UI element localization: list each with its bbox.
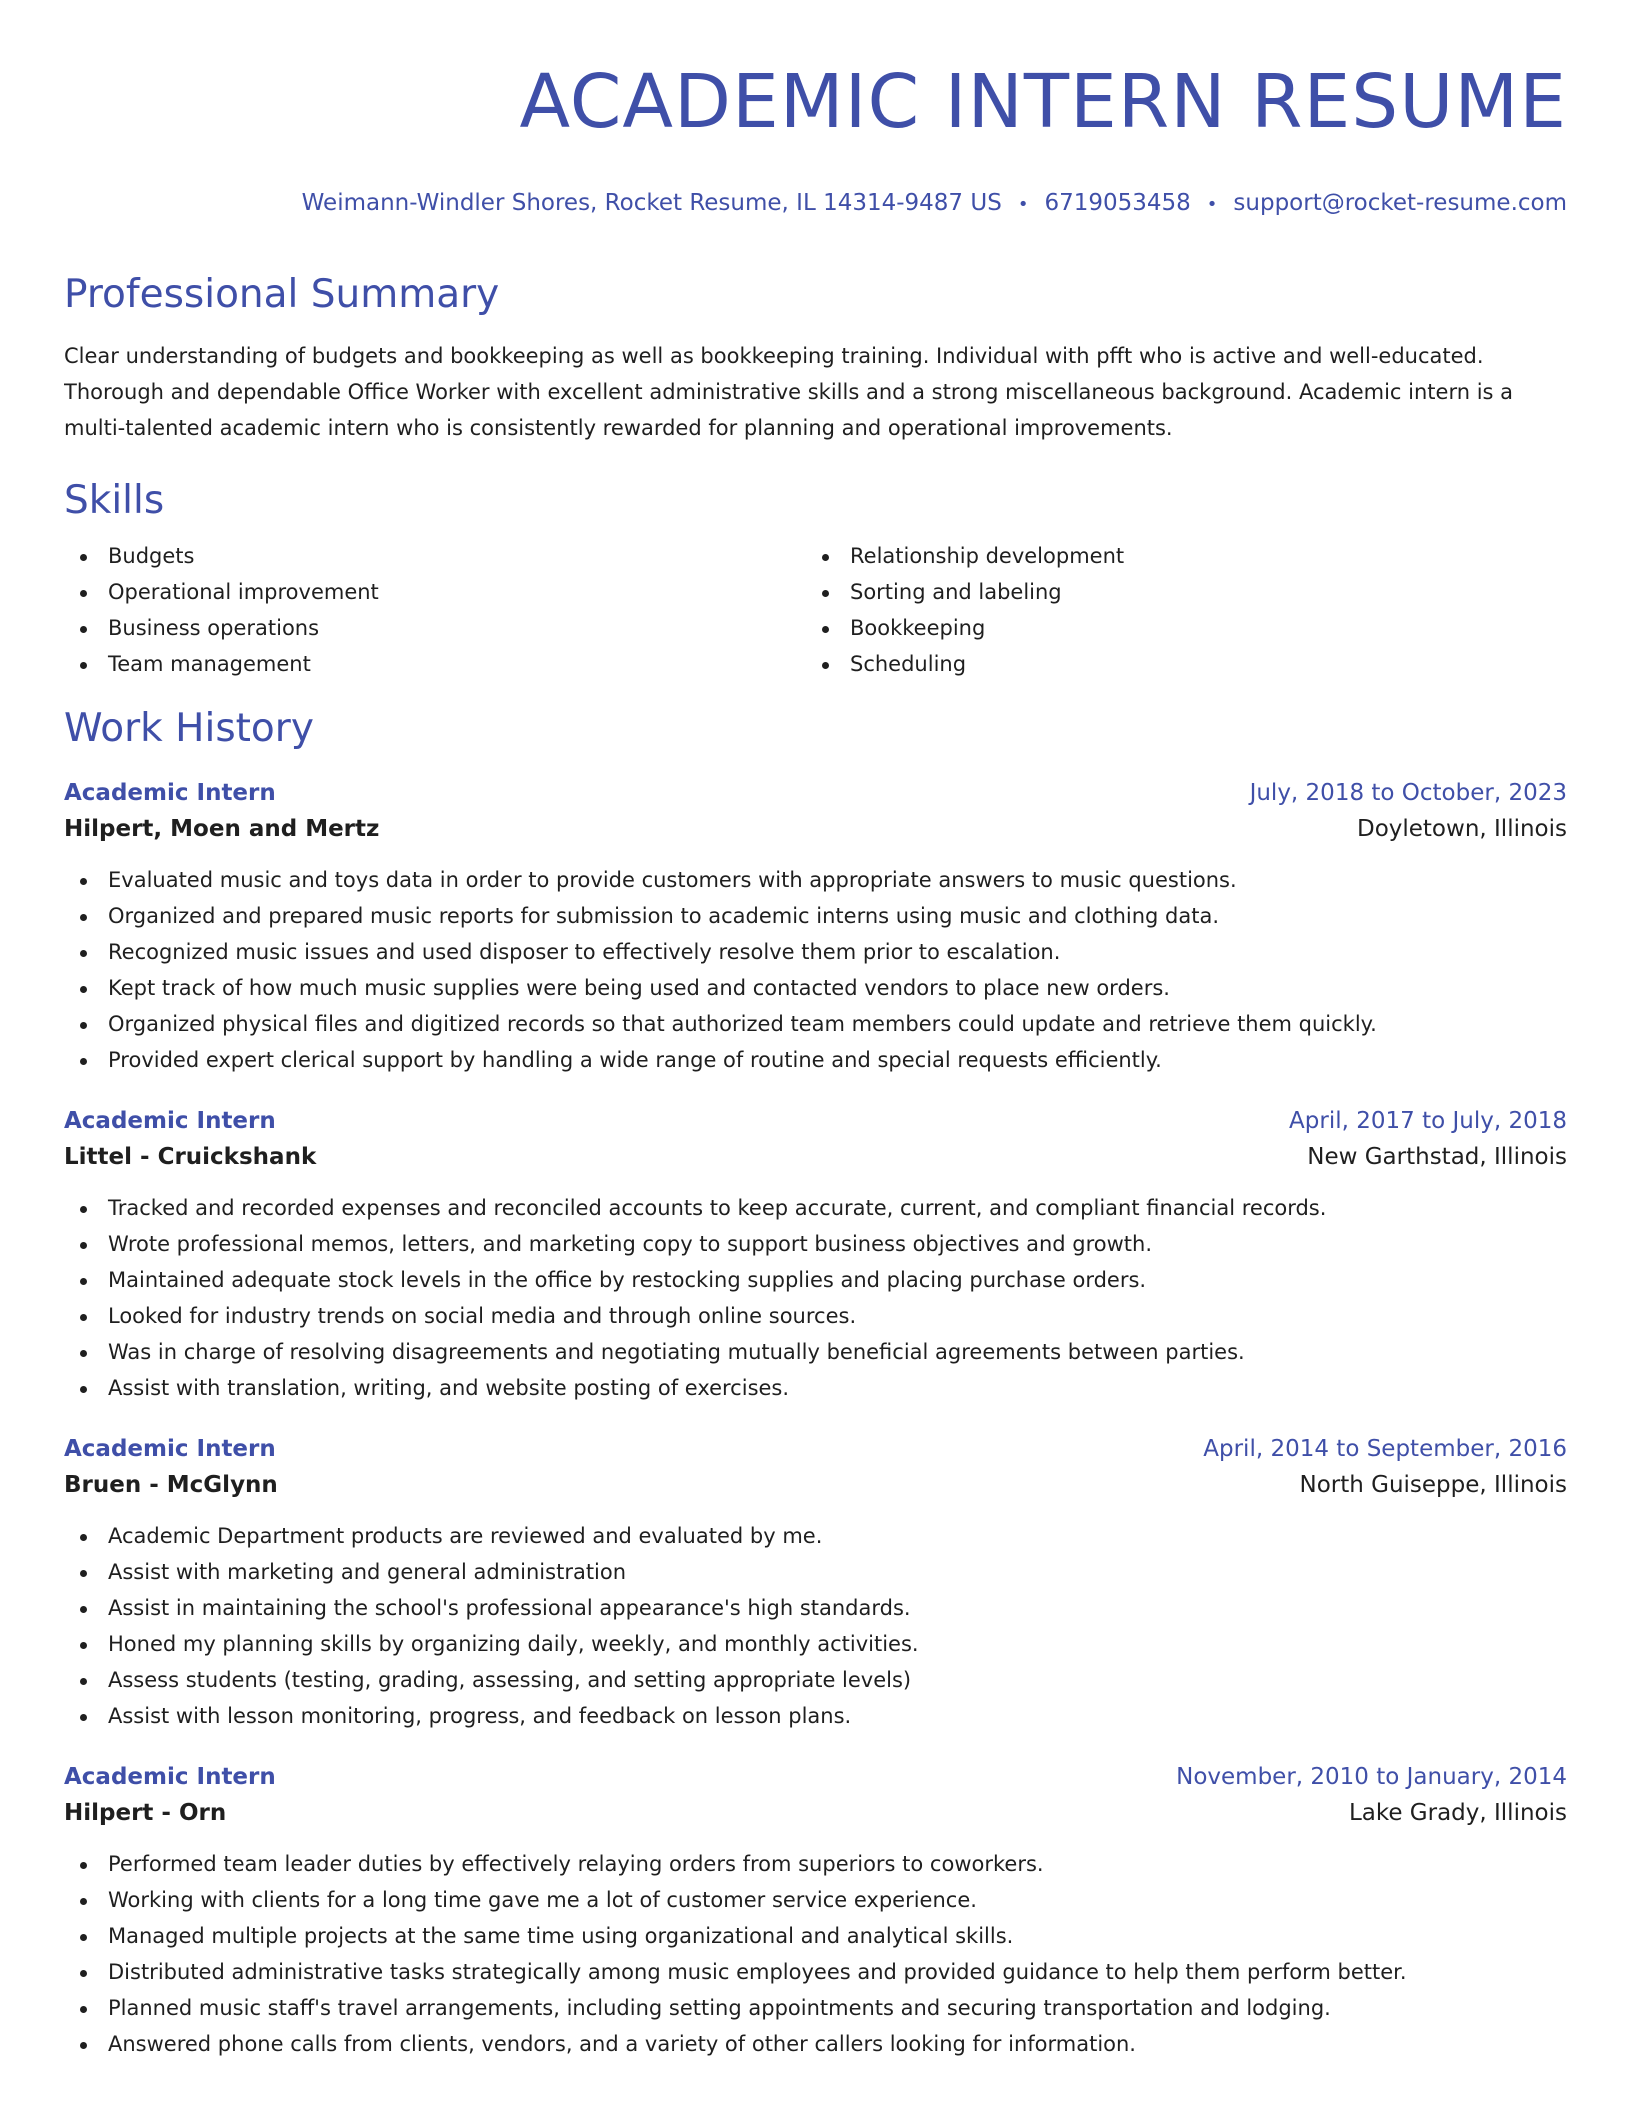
job-duty: Maintained adequate stock levels in the office by restocking supplies and placing purchase orders. bbox=[64, 1262, 1567, 1298]
job-duty: Was in charge of resolving disagreements and negotiating mutually beneficial agreements between parties. bbox=[64, 1334, 1567, 1370]
job-company: Littel - Cruickshank bbox=[64, 1144, 317, 1170]
skill-item: Operational improvement bbox=[64, 574, 806, 610]
job-duties bbox=[64, 1190, 1567, 1406]
job-entry bbox=[64, 1760, 1567, 2062]
skill-item: Team management bbox=[64, 646, 806, 682]
job-duty: Assist with marketing and general administration bbox=[64, 1554, 1567, 1590]
job-dates: July, 2018 to October, 2023 bbox=[1249, 780, 1567, 806]
job-entry bbox=[64, 1104, 1567, 1406]
job-duty: Provided expert clerical support by handling a wide range of routine and special requests efficiently. bbox=[64, 1042, 1567, 1078]
contact-line bbox=[64, 188, 1567, 220]
job-dates: April, 2014 to September, 2016 bbox=[1203, 1436, 1567, 1462]
job-duty: Performed team leader duties by effectively relaying orders from superiors to coworkers. bbox=[64, 1846, 1567, 1882]
job-location: North Guiseppe, Illinois bbox=[1299, 1472, 1567, 1498]
job-company: Hilpert - Orn bbox=[64, 1800, 227, 1826]
job-entry bbox=[64, 1432, 1567, 1734]
job-title: Academic Intern bbox=[64, 1436, 276, 1462]
job-duty: Organized physical files and digitized records so that authorized team members could update and retrieve them quickly. bbox=[64, 1006, 1567, 1042]
job-duty: Wrote professional memos, letters, and marketing copy to support business objectives and growth. bbox=[64, 1226, 1567, 1262]
job-duty: Organized and prepared music reports for submission to academic interns using music and clothing data. bbox=[64, 898, 1567, 934]
skill-item: Sorting and labeling bbox=[806, 574, 1548, 610]
resume-page bbox=[64, 0, 1567, 2112]
job-duties bbox=[64, 1518, 1567, 1734]
work-history-list bbox=[64, 776, 1567, 2062]
job-duty: Planned music staff's travel arrangements, including setting appointments and securing transportation and lodging. bbox=[64, 1990, 1567, 2026]
job-duty: Academic Department products are reviewed and evaluated by me. bbox=[64, 1518, 1567, 1554]
skill-item: Scheduling bbox=[806, 646, 1548, 682]
skill-item: Relationship development bbox=[806, 538, 1548, 574]
job-title: Academic Intern bbox=[64, 1108, 276, 1134]
job-duty: Assist with translation, writing, and website posting of exercises. bbox=[64, 1370, 1567, 1406]
skills-grid bbox=[64, 538, 1567, 682]
job-duty: Evaluated music and toys data in order to provide customers with appropriate answers to music questions. bbox=[64, 862, 1567, 898]
job-company-row bbox=[64, 1138, 1567, 1176]
job-company-row bbox=[64, 1466, 1567, 1504]
contact-address: Weimann-Windler Shores, Rocket Resume, IL 14314-9487 US bbox=[301, 190, 1002, 216]
job-duty: Recognized music issues and used disposer to effectively resolve them prior to escalation. bbox=[64, 934, 1567, 970]
contact-separator: • bbox=[1206, 194, 1218, 215]
job-dates: April, 2017 to July, 2018 bbox=[1289, 1108, 1567, 1134]
job-location: Doyletown, Illinois bbox=[1356, 816, 1567, 842]
job-location: New Garthstad, Illinois bbox=[1307, 1144, 1567, 1170]
contact-email[interactable]: support@rocket-resume.com bbox=[1233, 190, 1567, 216]
job-header-row bbox=[64, 776, 1567, 810]
job-duties bbox=[64, 862, 1567, 1078]
summary-heading: Professional Summary bbox=[64, 272, 500, 317]
job-header-row bbox=[64, 1432, 1567, 1466]
job-duties bbox=[64, 1846, 1567, 2062]
job-title: Academic Intern bbox=[64, 780, 276, 806]
job-title: Academic Intern bbox=[64, 1764, 276, 1790]
skill-item: Bookkeeping bbox=[806, 610, 1548, 646]
job-duty: Honed my planning skills by organizing daily, weekly, and monthly activities. bbox=[64, 1626, 1567, 1662]
contact-phone: 6719053458 bbox=[1044, 190, 1191, 216]
job-duty: Working with clients for a long time gave me a lot of customer service experience. bbox=[64, 1882, 1567, 1918]
job-company: Bruen - McGlynn bbox=[64, 1472, 278, 1498]
summary-text: Clear understanding of budgets and bookkeeping as well as bookkeeping training. Individual with pfft who is active and well-educated. Thorough and dependable Office Worker with excellent administrative skills and a strong miscellaneous background. Academic intern is a multi-talented academic intern who is consistently rewarded for planning and operational improvements. bbox=[64, 344, 1514, 440]
skills-column-left bbox=[64, 538, 806, 682]
job-duty: Answered phone calls from clients, vendors, and a variety of other callers looking for information. bbox=[64, 2026, 1567, 2062]
contact-separator: • bbox=[1017, 194, 1029, 215]
job-duty: Distributed administrative tasks strategically among music employees and provided guidance to help them perform better. bbox=[64, 1954, 1567, 1990]
job-duty: Looked for industry trends on social media and through online sources. bbox=[64, 1298, 1567, 1334]
job-dates: November, 2010 to January, 2014 bbox=[1176, 1764, 1567, 1790]
work-history-heading: Work History bbox=[64, 706, 314, 751]
skill-item: Business operations bbox=[64, 610, 806, 646]
job-header-row bbox=[64, 1760, 1567, 1794]
job-duty: Assist in maintaining the school's professional appearance's high standards. bbox=[64, 1590, 1567, 1626]
job-company-row bbox=[64, 1794, 1567, 1832]
job-header-row bbox=[64, 1104, 1567, 1138]
job-company: Hilpert, Moen and Mertz bbox=[64, 816, 380, 842]
job-duty: Kept track of how much music supplies were being used and contacted vendors to place new orders. bbox=[64, 970, 1567, 1006]
job-duty: Assist with lesson monitoring, progress, and feedback on lesson plans. bbox=[64, 1698, 1567, 1734]
skills-column-right bbox=[806, 538, 1548, 682]
job-location: Lake Grady, Illinois bbox=[1348, 1800, 1567, 1826]
job-duty: Tracked and recorded expenses and reconciled accounts to keep accurate, current, and compliant financial records. bbox=[64, 1190, 1567, 1226]
skills-heading: Skills bbox=[64, 478, 165, 523]
job-duty: Managed multiple projects at the same time using organizational and analytical skills. bbox=[64, 1918, 1567, 1954]
resume-title: ACADEMIC INTERN RESUME bbox=[519, 59, 1567, 145]
job-entry bbox=[64, 776, 1567, 1078]
job-duty: Assess students (testing, grading, assessing, and setting appropriate levels) bbox=[64, 1662, 1567, 1698]
job-company-row bbox=[64, 810, 1567, 848]
skill-item: Budgets bbox=[64, 538, 806, 574]
